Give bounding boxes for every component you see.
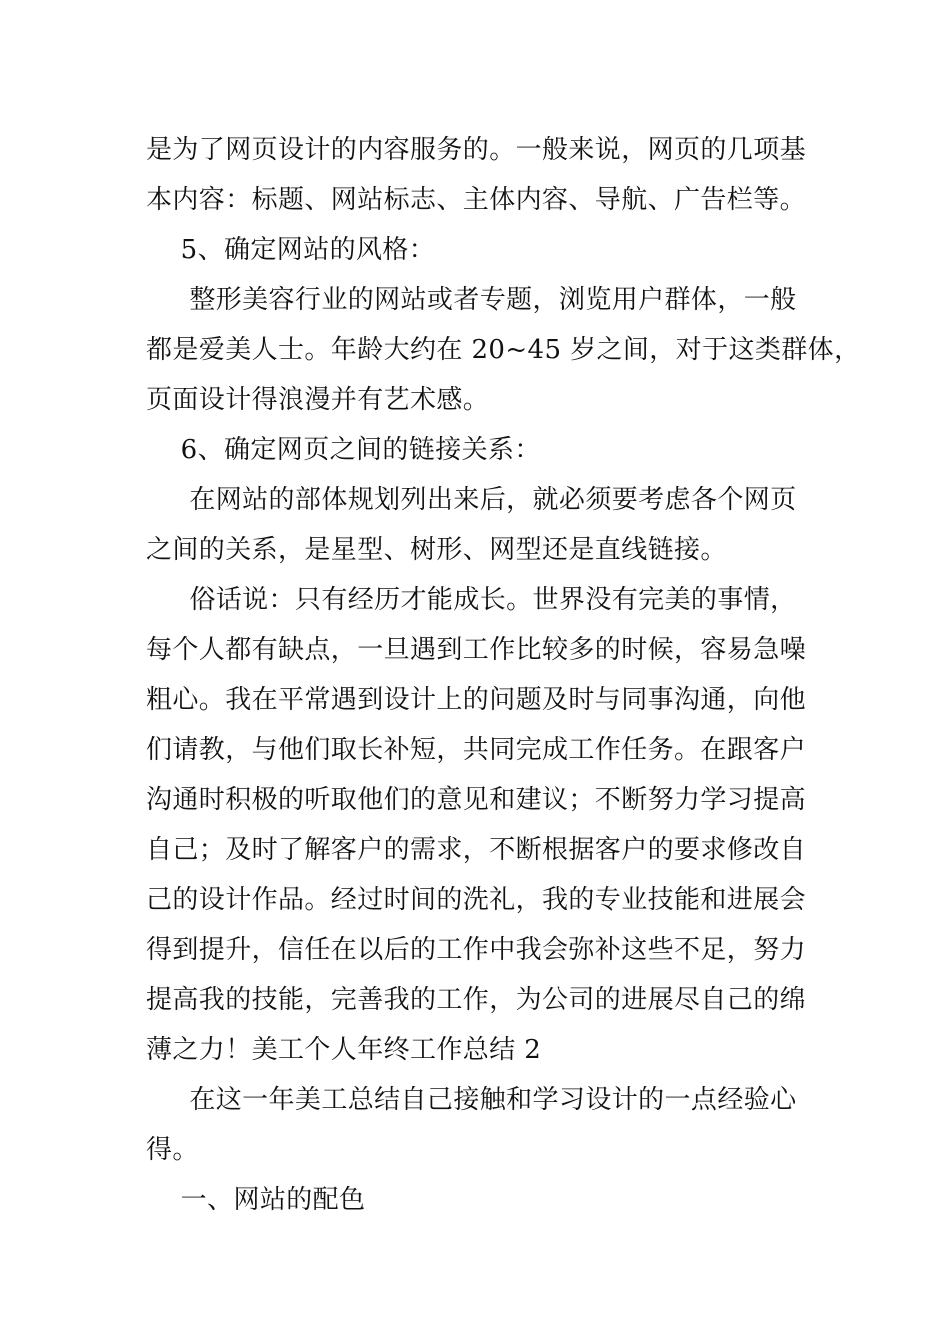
text-line: 自己；及时了解客户的需求，不断根据客户的要求修改自 [146,835,807,865]
text-line: 都是爱美人士。年龄大约在 20~45 岁之间，对于这类群体， [146,335,861,365]
text-line: 薄之力！美工个人年终工作总结 2 [146,1035,542,1065]
section-heading: 6、确定网页之间的链接关系： [146,435,541,465]
text-line: 之间的关系，是星型、树形、网型还是直线链接。 [146,535,727,565]
section-heading: 5、确定网站的风格： [146,235,436,265]
text-line: 是为了网页设计的内容服务的。一般来说，网页的几项基 [146,135,807,165]
text-line: 页面设计得浪漫并有艺术感。 [146,385,490,415]
text-line: 在网站的部体规划列出来后，就必须要考虑各个网页 [146,485,797,515]
text-line: 得。 [146,1135,199,1165]
text-line: 每个人都有缺点，一旦遇到工作比较多的时候，容易急噪 [146,635,807,665]
text-line: 粗心。我在平常遇到设计上的问题及时与同事沟通，向他 [146,685,807,715]
text-line: 得到提升，信任在以后的工作中我会弥补这些不足，努力 [146,935,807,965]
text-line: 俗话说：只有经历才能成长。世界没有完美的事情， [146,585,797,615]
section-heading: 一、网站的配色 [146,1185,366,1215]
text-line: 在这一年美工总结自己接触和学习设计的一点经验心 [146,1085,797,1115]
text-line: 整形美容行业的网站或者专题，浏览用户群体，一般 [146,285,797,315]
text-line: 提高我的技能，完善我的工作，为公司的进展尽自己的绵 [146,985,807,1015]
text-line: 本内容：标题、网站标志、主体内容、导航、广告栏等。 [146,185,807,215]
text-line: 们请教，与他们取长补短，共同完成工作任务。在跟客户 [146,735,807,765]
text-line: 己的设计作品。经过时间的洗礼，我的专业技能和进展会 [146,885,807,915]
text-line: 沟通时积极的听取他们的意见和建议；不断努力学习提高 [146,785,807,815]
